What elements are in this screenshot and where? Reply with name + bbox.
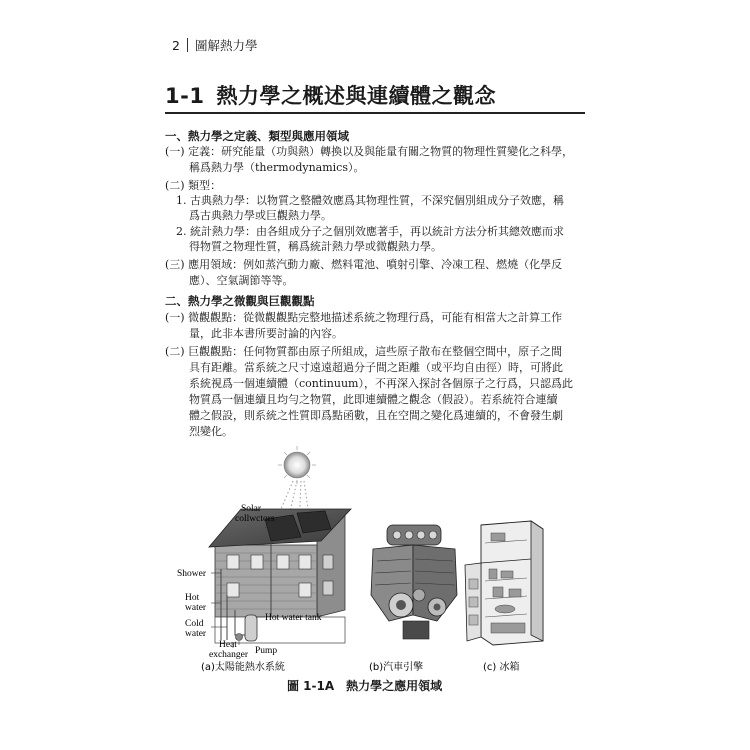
body-line: 爲古典熱力學或巨觀熱力學。: [189, 209, 332, 222]
body-line: 1. 古典熱力學：以物質之整體效應爲其物理性質，不深究個別組成分子效應，稱: [176, 194, 564, 207]
body-line: 2. 統計熱力學：由各組成分子之個別效應著手，再以統計方法分析其總效應而求: [176, 225, 564, 238]
caption-solar: (a)太陽能熱水系統: [201, 662, 285, 673]
body-line: 具有距離。當系統之尺寸遠遠超過分子間之距離（或平均自由徑）時，可將此: [189, 361, 563, 374]
book-title: 圖解熱力學: [194, 38, 258, 53]
chapter-title: 熱力學之概述與連續體之觀念: [216, 84, 496, 108]
label-hot-water-tank: Hot water tank: [265, 613, 322, 623]
body-line: 稱爲熱力學（thermodynamics）。: [189, 161, 365, 174]
body-line: 體之假設，則系統之性質即爲點函數，且在空間之變化爲連續的，不會發生劇: [189, 409, 563, 422]
application-figure: [175, 445, 585, 675]
label-cold: Cold: [185, 619, 204, 629]
body-line: 量，此非本書所要討論的內容。: [189, 327, 343, 340]
body-line: 烈變化。: [189, 425, 233, 438]
caption-refrigerator: (c) 冰箱: [483, 662, 520, 673]
label-collectors: collwctors: [235, 514, 275, 524]
label-pump: Pump: [255, 646, 278, 656]
caption-engine: (b)汽車引擎: [369, 662, 424, 673]
refrigerator-illustration: [465, 521, 543, 645]
body-line: 應）、空氣調節等等。: [189, 274, 294, 287]
chapter-number: 1-1: [165, 84, 205, 108]
body-line: 物質爲一個連續且均勻之物質，此即連續體之觀念（假設）。若系統符合連續: [189, 393, 558, 406]
label-cold-water: water: [185, 629, 207, 639]
section-heading-1: 一、熱力學之定義、類型與應用領域: [165, 129, 349, 143]
label-solar: Solar: [241, 504, 262, 514]
body-line: (二) 類型：: [165, 179, 222, 192]
body-line: (一) 定義：研究能量（功與熱）轉換以及與能量有關之物質的物理性質變化之科學，: [165, 145, 574, 158]
body-line: 系統視爲一個連續體（continuum），不再深入探討各個原子之行爲，只認爲此: [189, 377, 573, 390]
chapter-rule: [165, 112, 585, 114]
body-line: (一) 微觀觀點：從微觀觀點完整地描述系統之物理行爲，可能有相當大之計算工作: [165, 311, 563, 324]
sun-icon: [278, 446, 316, 484]
label-shower: Shower: [177, 569, 207, 579]
running-header: [172, 36, 257, 54]
header-divider: [187, 38, 188, 52]
body-line: (二) 巨觀觀點：任何物質都由原子所組成，這些原子散布在整個空間中，原子之間: [165, 345, 563, 358]
engine-illustration: [371, 525, 457, 639]
section-heading-2: 二、熱力學之微觀與巨觀觀點: [165, 294, 315, 308]
label-exchanger: exchanger: [209, 650, 249, 660]
chapter-heading: [165, 80, 496, 110]
label-heat: Heat: [219, 640, 237, 650]
page-number: 2: [172, 37, 180, 53]
body-line: 得物質之物理性質，稱爲統計熱力學或微觀熱力學。: [189, 240, 442, 253]
body-line: (三) 應用領域：例如蒸汽動力廠、燃料電池、噴射引擎、冷凍工程、燃燒（化學反: [165, 258, 563, 271]
label-hot: Hot: [185, 593, 200, 603]
figure-title: 圖 1-1A 熱力學之應用領域: [287, 679, 443, 693]
label-hot-water: water: [185, 603, 207, 613]
